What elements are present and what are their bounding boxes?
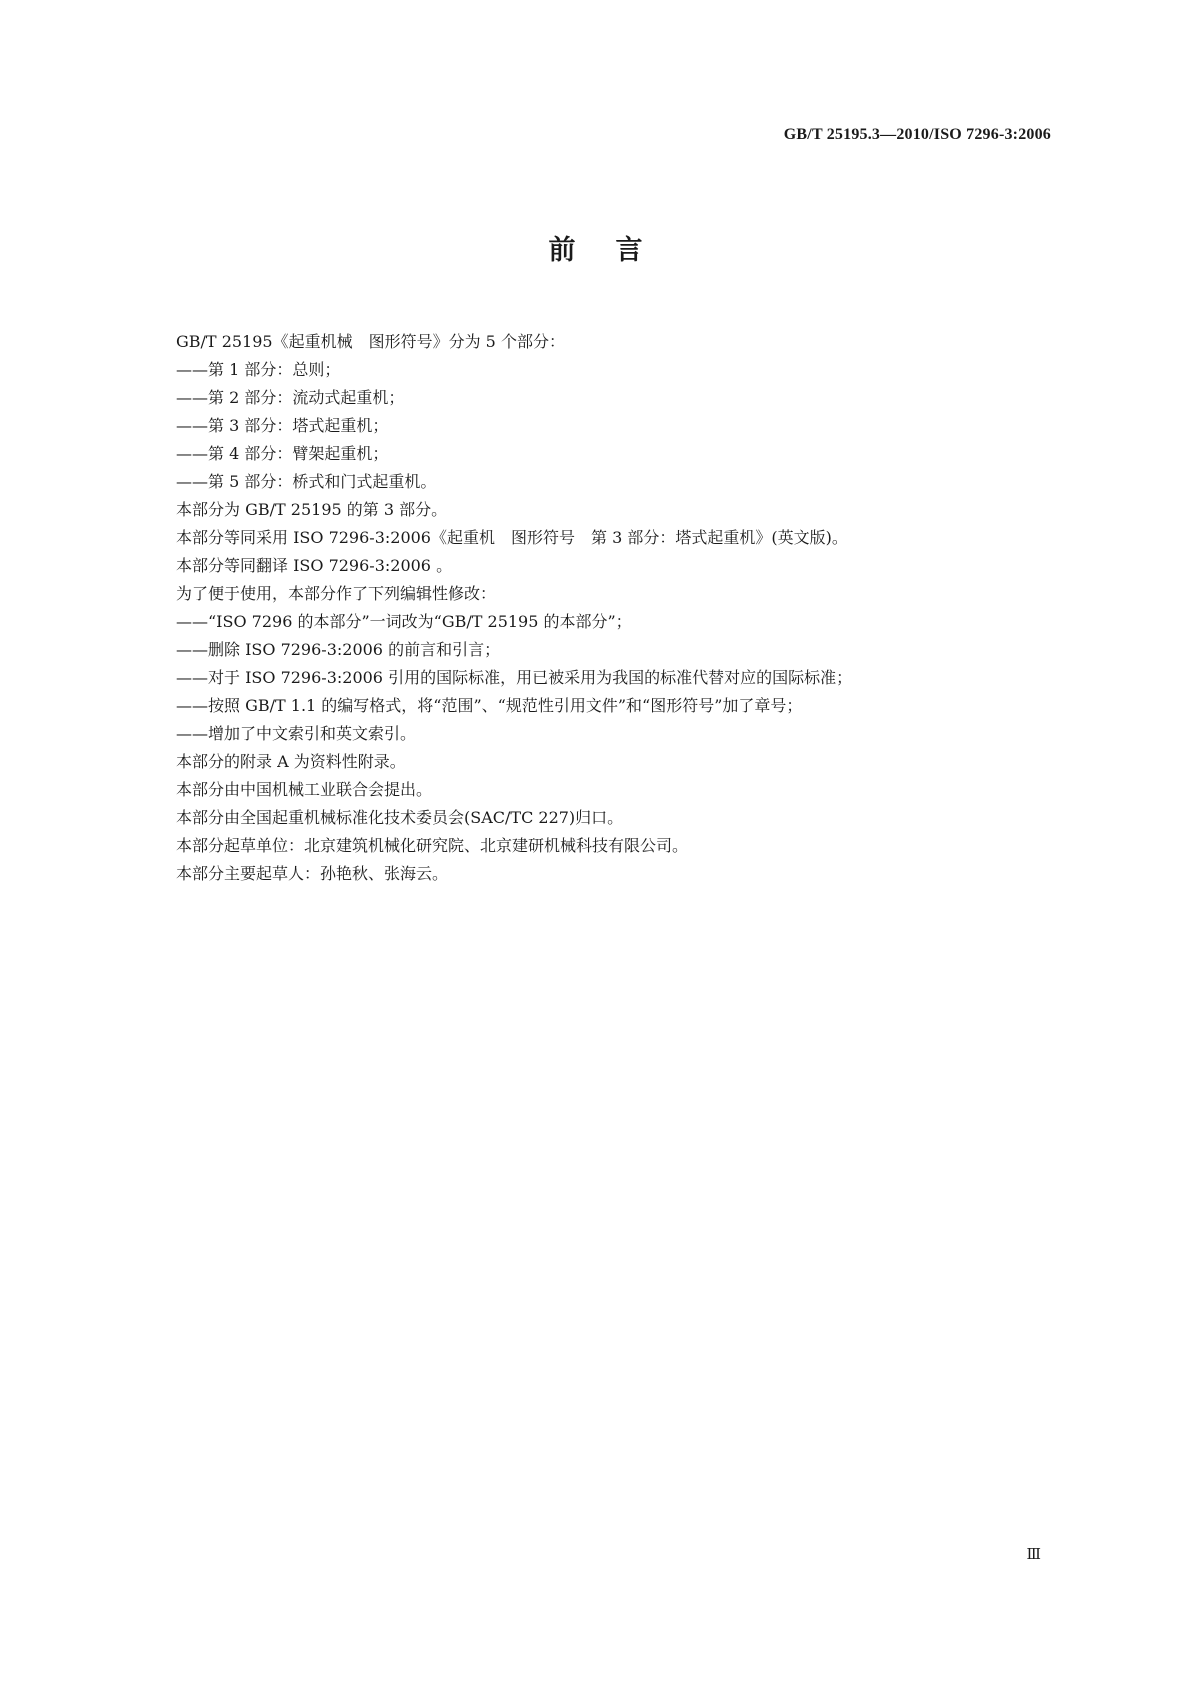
body-line: 本部分等同采用 ISO 7296-3:2006《起重机 图形符号 第 3 部分：塔式起重机》(英文版)。 <box>176 528 848 547</box>
body-line: ——增加了中文索引和英文索引。 <box>176 724 417 743</box>
body-line: ——第 3 部分：塔式起重机； <box>176 416 389 435</box>
body-line: GB/T 25195《起重机械 图形符号》分为 5 个部分： <box>176 332 565 351</box>
body-line: ——按照 GB/T 1.1 的编写格式，将“范围”、“规范性引用文件”和“图形符号”加了章号； <box>176 696 803 715</box>
standard-number: GB/T 25195.3—2010/ISO 7296-3:2006 <box>783 126 1051 143</box>
page-number: Ⅲ <box>1026 1547 1041 1563</box>
body-line: ——第 1 部分：总则； <box>176 360 341 379</box>
body-line: ——第 2 部分：流动式起重机； <box>176 388 405 407</box>
body-line: 本部分由全国起重机械标准化技术委员会(SAC/TC 227)归口。 <box>176 808 624 827</box>
preface-body <box>176 328 1056 888</box>
body-line: 为了便于使用，本部分作了下列编辑性修改： <box>176 584 497 603</box>
body-line: ——对于 ISO 7296-3:2006 引用的国际标准，用已被采用为我国的标准代替对应的国际标准； <box>176 668 853 687</box>
body-line: 本部分主要起草人：孙艳秋、张海云。 <box>176 864 449 883</box>
body-line: ——第 5 部分：桥式和门式起重机。 <box>176 472 437 491</box>
body-line: ——删除 ISO 7296-3:2006 的前言和引言； <box>176 640 501 659</box>
body-line: 本部分起草单位：北京建筑机械化研究院、北京建研机械科技有限公司。 <box>176 836 689 855</box>
body-line: ——“ISO 7296 的本部分”一词改为“GB/T 25195 的本部分”； <box>176 612 632 631</box>
page-title: 前言 <box>548 235 683 266</box>
body-line: ——第 4 部分：臂架起重机； <box>176 444 389 463</box>
body-line: 本部分的附录 A 为资料性附录。 <box>176 752 406 771</box>
body-line: 本部分由中国机械工业联合会提出。 <box>176 780 433 799</box>
body-line: 本部分等同翻译 ISO 7296-3:2006 。 <box>176 556 453 575</box>
body-line: 本部分为 GB/T 25195 的第 3 部分。 <box>176 500 448 519</box>
